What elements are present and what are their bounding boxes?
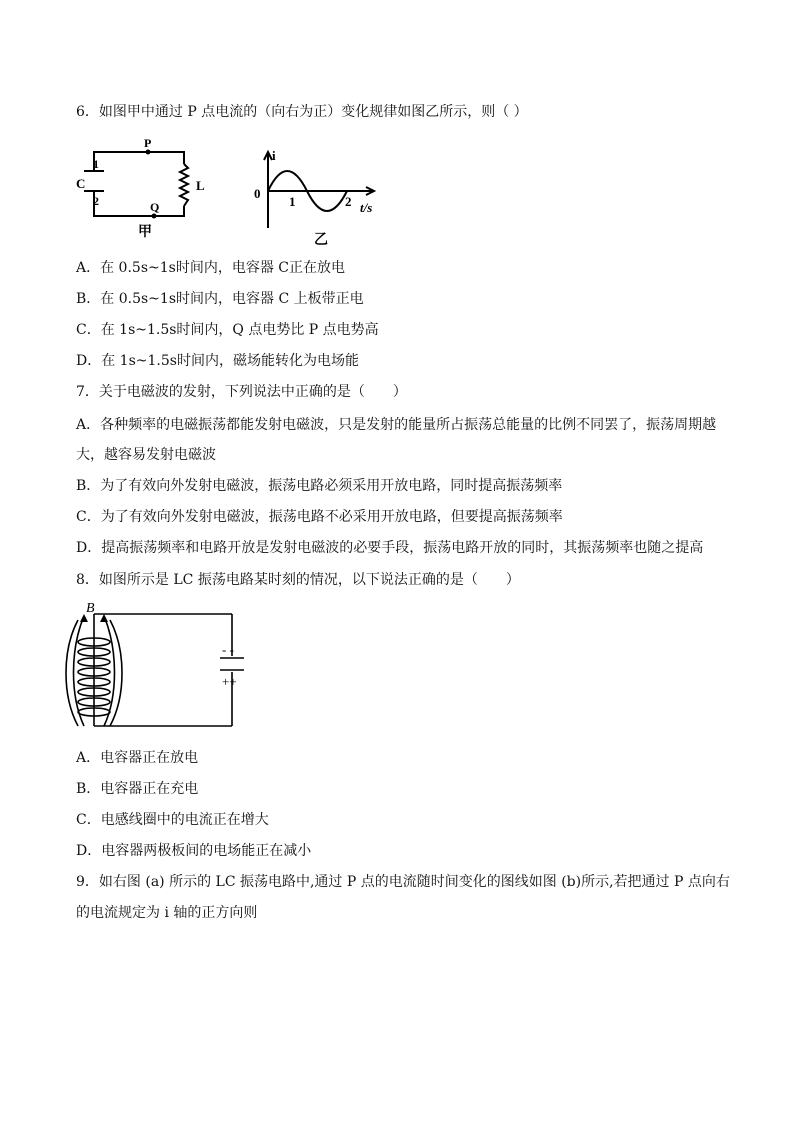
q8-option-a: A．电容器正在放电 [76, 750, 199, 766]
q8-option-b: B．电容器正在充电 [76, 781, 199, 797]
caption-jia: 甲 [138, 225, 152, 240]
q6-option-c: C．在 1s~1.5s时间内，Q 点电势比 P 点电势高 [76, 322, 379, 338]
q6-option-a: A．在 0.5s~1s时间内，电容器 C正在放电 [76, 260, 345, 276]
label-tick-1: 1 [289, 194, 296, 209]
q7-option-a: A．各种频率的电磁振荡都能发射电磁波，只是发射的能量所占振荡总能量的比例不同罢了，振荡周期越 [76, 417, 717, 433]
label-plate-2: 2 [93, 194, 99, 208]
q6-option-b: B．在 0.5s~1s时间内，电容器 C 上板带正电 [76, 291, 364, 307]
caption-yi: 乙 [314, 233, 328, 248]
label-l: L [196, 178, 205, 193]
label-p: P [144, 136, 152, 150]
q7-stem: 7．关于电磁波的发射，下列说法中正确的是（ ） [76, 384, 407, 400]
label-b: B [86, 601, 95, 616]
q8-stem: 8．如图所示是 LC 振荡电路某时刻的情况，以下说法正确的是（ ） [76, 572, 520, 588]
label-plate-1: 1 [93, 157, 99, 171]
q9-stem-line1: 9．如右图 (a) 所示的 LC 振荡电路中,通过 P 点的电流随时间变化的图线如图 (b)所示,若把通过 P 点向右 [76, 874, 730, 890]
q7-option-b: B．为了有效向外发射电磁波，振荡电路必须采用开放电路，同时提高振荡频率 [76, 478, 563, 494]
capacitor-bottom-charge: ++ [222, 674, 237, 689]
q7-option-c: C．为了有效向外发射电磁波，振荡电路不必采用开放电路，但要提高振荡频率 [76, 509, 563, 525]
q6-stem: 6．如图甲中通过 P 点电流的（向右为正）变化规律如图乙所示，则（ ） [76, 104, 528, 120]
label-origin: 0 [254, 186, 261, 201]
q9-stem-line2: 的电流规定为 i 轴的正方向则 [76, 905, 258, 921]
q6-figure-a-circuit [74, 136, 224, 250]
q6-figure-b-graph [252, 146, 392, 254]
q7-option-d: D．提高振荡频率和电路开放是发射电磁波的必要手段，振荡电路开放的同时，其振荡频率也随之提高 [76, 540, 704, 556]
q6-option-d: D．在 1s~1.5s时间内，磁场能转化为电场能 [76, 353, 359, 369]
label-tick-2: 2 [345, 194, 352, 209]
q7-option-a-cont: 大，越容易发射电磁波 [76, 447, 216, 463]
q8-figure-lc-circuit [64, 600, 244, 736]
label-t: t/s [360, 200, 373, 215]
label-q: Q [150, 200, 160, 214]
capacitor-top-charge: - - [222, 642, 234, 657]
q8-option-c: C．电感线圈中的电流正在增大 [76, 812, 269, 828]
label-i: i [272, 148, 276, 163]
label-c: C [76, 176, 86, 191]
q8-option-d: D．电容器两极板间的电场能正在减小 [76, 843, 312, 859]
